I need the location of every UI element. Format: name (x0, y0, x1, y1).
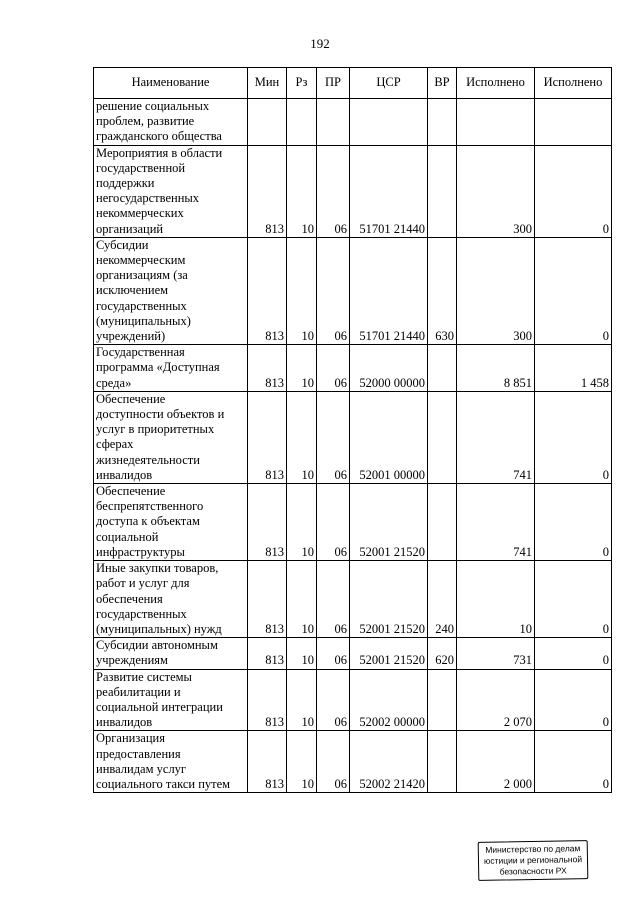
cell-name: Иные закупки товаров, работ и услуг для обеспечения государственных (муниципальных) нужд (94, 561, 248, 638)
table-row (94, 638, 612, 669)
header-min: Мин (248, 68, 287, 99)
table-row (94, 391, 612, 483)
cell-rz: 10 (287, 391, 317, 483)
cell-executed-2: 0 (535, 237, 612, 344)
header-csr: ЦСР (350, 68, 428, 99)
cell-pr: 06 (317, 669, 350, 731)
page-number: 192 (310, 36, 330, 51)
cell-pr: 06 (317, 345, 350, 392)
cell-pr: 06 (317, 484, 350, 561)
cell-name: решение социальных проблем, развитие гражданского общества (94, 99, 248, 146)
cell-min: 813 (248, 638, 287, 669)
header-name: Наименование (94, 68, 248, 99)
table-row (94, 345, 612, 392)
cell-executed-2: 1 458 (535, 345, 612, 392)
table-row (94, 731, 612, 793)
table-row (94, 99, 612, 146)
cell-csr (350, 99, 428, 146)
cell-vr (428, 99, 457, 146)
cell-csr: 52000 00000 (350, 345, 428, 392)
header-rz: Рз (287, 68, 317, 99)
cell-vr (428, 345, 457, 392)
table-row (94, 237, 612, 344)
cell-name: Обеспечение доступности объектов и услуг в приоритетных сферах жизнедеятельности инвалидов (94, 391, 248, 483)
cell-csr: 52002 00000 (350, 669, 428, 731)
cell-csr: 52002 21420 (350, 731, 428, 793)
table-row (94, 145, 612, 237)
cell-executed-1: 731 (457, 638, 535, 669)
cell-rz: 10 (287, 145, 317, 237)
cell-name: Организация предоставления инвалидам услуг социального такси путем (94, 731, 248, 793)
cell-executed-1: 741 (457, 391, 535, 483)
cell-name: Субсидии автономным учреждениям (94, 638, 248, 669)
cell-executed-2 (535, 99, 612, 146)
cell-executed-1: 2 070 (457, 669, 535, 731)
cell-min: 813 (248, 345, 287, 392)
cell-name: Субсидии некоммерческим организациям (за исключением государственных (муниципальных) учреждений) (94, 237, 248, 344)
cell-rz: 10 (287, 237, 317, 344)
cell-name: Обеспечение беспрепятственного доступа к объектам социальной инфраструктуры (94, 484, 248, 561)
cell-vr (428, 669, 457, 731)
cell-rz: 10 (287, 484, 317, 561)
header-executed-2: Исполнено (535, 68, 612, 99)
cell-pr: 06 (317, 731, 350, 793)
cell-csr: 52001 00000 (350, 391, 428, 483)
cell-executed-2: 0 (535, 561, 612, 638)
cell-csr: 51701 21440 (350, 237, 428, 344)
cell-vr (428, 731, 457, 793)
cell-executed-2: 0 (535, 731, 612, 793)
cell-min: 813 (248, 391, 287, 483)
header-executed-1: Исполнено (457, 68, 535, 99)
table-header-row (94, 68, 612, 99)
table-body (94, 99, 612, 793)
cell-rz: 10 (287, 345, 317, 392)
cell-executed-1: 300 (457, 145, 535, 237)
cell-executed-2: 0 (535, 145, 612, 237)
cell-pr: 06 (317, 391, 350, 483)
cell-min: 813 (248, 237, 287, 344)
cell-executed-2: 0 (535, 391, 612, 483)
cell-vr: 240 (428, 561, 457, 638)
cell-rz: 10 (287, 669, 317, 731)
cell-pr (317, 99, 350, 146)
cell-vr (428, 145, 457, 237)
cell-csr: 51701 21440 (350, 145, 428, 237)
cell-min (248, 99, 287, 146)
cell-rz: 10 (287, 638, 317, 669)
cell-min: 813 (248, 669, 287, 731)
cell-rz (287, 99, 317, 146)
cell-csr: 52001 21520 (350, 484, 428, 561)
cell-min: 813 (248, 145, 287, 237)
cell-pr: 06 (317, 561, 350, 638)
cell-executed-1 (457, 99, 535, 146)
cell-vr: 620 (428, 638, 457, 669)
cell-csr: 52001 21520 (350, 638, 428, 669)
cell-min: 813 (248, 561, 287, 638)
cell-pr: 06 (317, 638, 350, 669)
cell-min: 813 (248, 731, 287, 793)
cell-pr: 06 (317, 145, 350, 237)
cell-name: Развитие системы реабилитации и социальной интеграции инвалидов (94, 669, 248, 731)
cell-executed-1: 8 851 (457, 345, 535, 392)
table-row (94, 484, 612, 561)
cell-executed-1: 300 (457, 237, 535, 344)
table-row (94, 669, 612, 731)
header-pr: ПР (317, 68, 350, 99)
table-row (94, 561, 612, 638)
cell-executed-1: 10 (457, 561, 535, 638)
stamp-line: безопасности РХ (499, 865, 567, 877)
cell-executed-2: 0 (535, 638, 612, 669)
stamp-line: Министерство по делам (485, 843, 581, 855)
cell-pr: 06 (317, 237, 350, 344)
cell-executed-1: 2 000 (457, 731, 535, 793)
cell-vr (428, 484, 457, 561)
cell-executed-1: 741 (457, 484, 535, 561)
stamp-line: юстиции и региональной (483, 854, 583, 866)
cell-rz: 10 (287, 561, 317, 638)
cell-executed-2: 0 (535, 484, 612, 561)
header-vr: ВР (428, 68, 457, 99)
cell-vr: 630 (428, 237, 457, 344)
cell-min: 813 (248, 484, 287, 561)
cell-name: Мероприятия в области государственной поддержки негосударственных некоммерческих организаций (94, 145, 248, 237)
ministry-stamp (478, 840, 589, 881)
cell-vr (428, 391, 457, 483)
cell-executed-2: 0 (535, 669, 612, 731)
budget-table (93, 67, 612, 793)
cell-rz: 10 (287, 731, 317, 793)
cell-csr: 52001 21520 (350, 561, 428, 638)
cell-name: Государственная программа «Доступная среда» (94, 345, 248, 392)
